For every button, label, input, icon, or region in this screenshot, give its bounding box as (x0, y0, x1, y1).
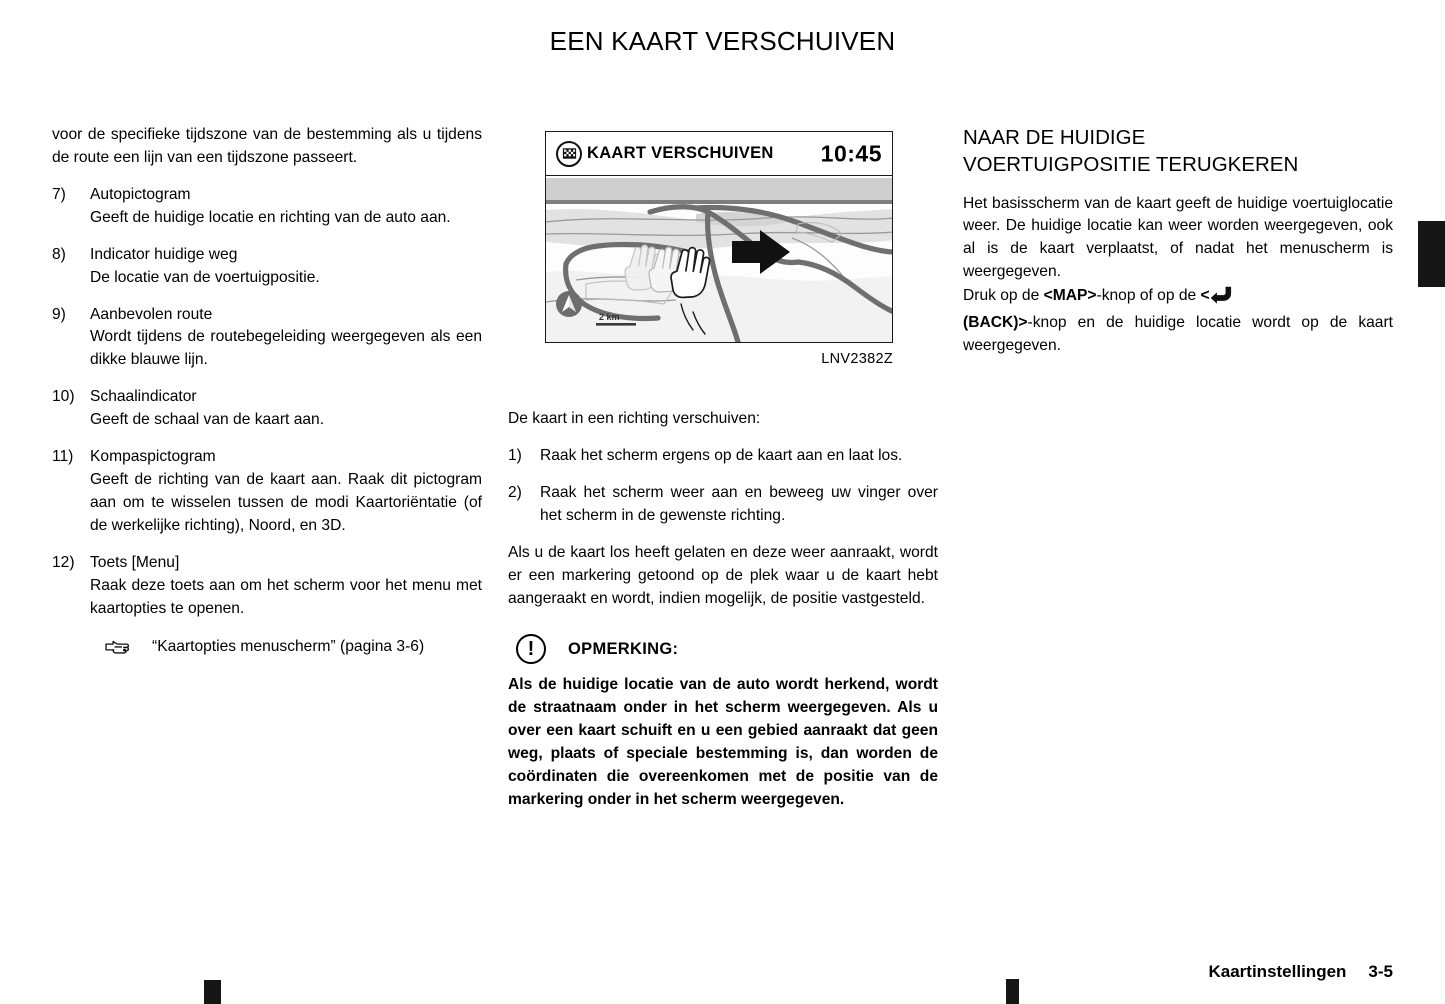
section-heading (963, 124, 1393, 179)
exclamation-symbol: ! (527, 638, 535, 661)
left-column (52, 124, 482, 657)
mid-lead-paragraph: De kaart in een richting verschuiven: (508, 410, 761, 427)
list-item-number: 12) (52, 553, 75, 571)
exclamation-circle-icon (516, 634, 546, 664)
cross-reference-text: “Kaartopties menuscherm” (pagina 3-6) (152, 637, 425, 655)
note-body: Als de huidige locatie van de auto wordt herkend, wordt de straatnaam onder in het scherm weergegeven. Als u over een kaart schuift en u een gebied aanraakt dat geen weg, plaats of speciale bestemming is, dan worden de coördinaten die overeenkomen met de positie van de markering onder in het scherm weergegeven. (508, 676, 938, 809)
right-para2-part-b: -knop of op de (1096, 287, 1201, 305)
section-heading-line1: NAAR DE HUIDIGE (963, 126, 1146, 149)
left-intro-paragraph: voor de specifieke tijdszone van de bestemming als u tijdens de route een lijn van een tijdszone passeert. (52, 126, 482, 166)
step-number: 2) (508, 483, 522, 501)
checkered-flag-icon (556, 141, 582, 167)
list-item-description: Raak deze toets aan om het scherm voor het menu met kaartopties te openen. (90, 576, 482, 617)
list-item-heading: Aanbevolen route (90, 305, 213, 323)
map-button-token: <MAP> (1043, 287, 1097, 305)
list-item-number: 10) (52, 388, 75, 406)
list-item-number: 7) (52, 185, 66, 203)
footer-page-number: 3-5 (1368, 962, 1393, 981)
page-footer (1209, 962, 1394, 982)
figure-caption: LNV2382Z (821, 351, 893, 367)
list-item (52, 184, 482, 230)
step-item (508, 482, 938, 528)
list-item (52, 552, 482, 621)
middle-column (508, 408, 938, 812)
list-item-description: Wordt tijdens de routebegeleiding weergegeven als een dikke blauwe lijn. (90, 328, 482, 369)
right-column (963, 124, 1393, 358)
chapter-edge-tab (1418, 221, 1445, 287)
list-item (52, 386, 482, 432)
step-text: Raak het scherm ergens op de kaart aan en laat los. (540, 446, 903, 464)
figure-map-scroll (545, 131, 893, 367)
mid-after-paragraph: Als u de kaart los heeft gelaten en deze weer aanraakt, wordt er een markering getoond op de plek waar u de kaart hebt aangeraakt en wordt, indien mogelijk, de positie vastgesteld. (508, 543, 938, 607)
right-paragraph-1: Het basisscherm van de kaart geeft de huidige voertuiglocatie weer. De huidige locatie kan weer worden weergegeven, ook al is de kaart verplaatst, of nadat het menuscherm is weergegeven. (963, 194, 1393, 281)
right-para2-part-a: Druk op de (963, 287, 1044, 305)
right-para2-part-c: -knop en de huidige locatie wordt op de kaart weergegeven. (963, 314, 1393, 355)
list-item-heading: Kompaspictogram (90, 448, 216, 466)
nav-screen-title: KAART VERSCHUIVEN (587, 144, 774, 162)
list-item-heading: Autopictogram (90, 185, 191, 203)
nav-screen-clock: 10:45 (820, 140, 882, 166)
step-text: Raak het scherm weer aan en beweeg uw vinger over het scherm in de gewenste richting. (540, 483, 938, 524)
list-item-number: 11) (52, 448, 74, 466)
step-number: 1) (508, 446, 522, 464)
right-paragraph-2 (963, 284, 1393, 358)
nav-screen-illustration (545, 131, 893, 343)
registration-mark-left (204, 980, 221, 1004)
cross-reference[interactable] (104, 637, 482, 657)
list-item (52, 304, 482, 373)
list-item-description: Geeft de huidige locatie en richting van de auto aan. (90, 208, 451, 226)
note-label: OPMERKING: (568, 639, 679, 658)
list-item-heading: Schaalindicator (90, 388, 197, 406)
back-arrow-icon (1210, 284, 1234, 312)
section-heading-line2: VOERTUIGPOSITIE TERUGKEREN (963, 153, 1299, 177)
list-item-heading: Indicator huidige weg (90, 245, 238, 263)
pointing-hand-icon (104, 637, 132, 657)
list-item-description: Geeft de schaal van de kaart aan. (90, 411, 325, 429)
registration-mark-right (1006, 979, 1019, 1004)
list-item (52, 244, 482, 290)
list-item-description: De locatie van de voertuigpositie. (90, 268, 320, 286)
step-item (508, 445, 938, 468)
svg-text:2 km: 2 km (599, 312, 620, 322)
list-item (52, 446, 482, 538)
nav-map-canvas[interactable] (546, 176, 892, 342)
list-item-description: Geeft de richting van de kaart aan. Raak dit pictogram aan om te wisselen tussen de modi Kaartoriëntatie (of de werkelijke richting), Noord, en 3D. (90, 471, 482, 534)
list-item-heading: Toets [Menu] (90, 553, 180, 571)
page-title: EEN KAART VERSCHUIVEN (549, 26, 896, 56)
list-item-number: 9) (52, 305, 66, 323)
back-button-token: (BACK)> (963, 314, 1028, 332)
note-header (516, 634, 938, 664)
list-item-number: 8) (52, 245, 66, 263)
less-than-token: < (1200, 287, 1210, 305)
footer-section-name: Kaartinstellingen (1208, 962, 1347, 981)
nav-screen-titlebar (546, 132, 892, 176)
